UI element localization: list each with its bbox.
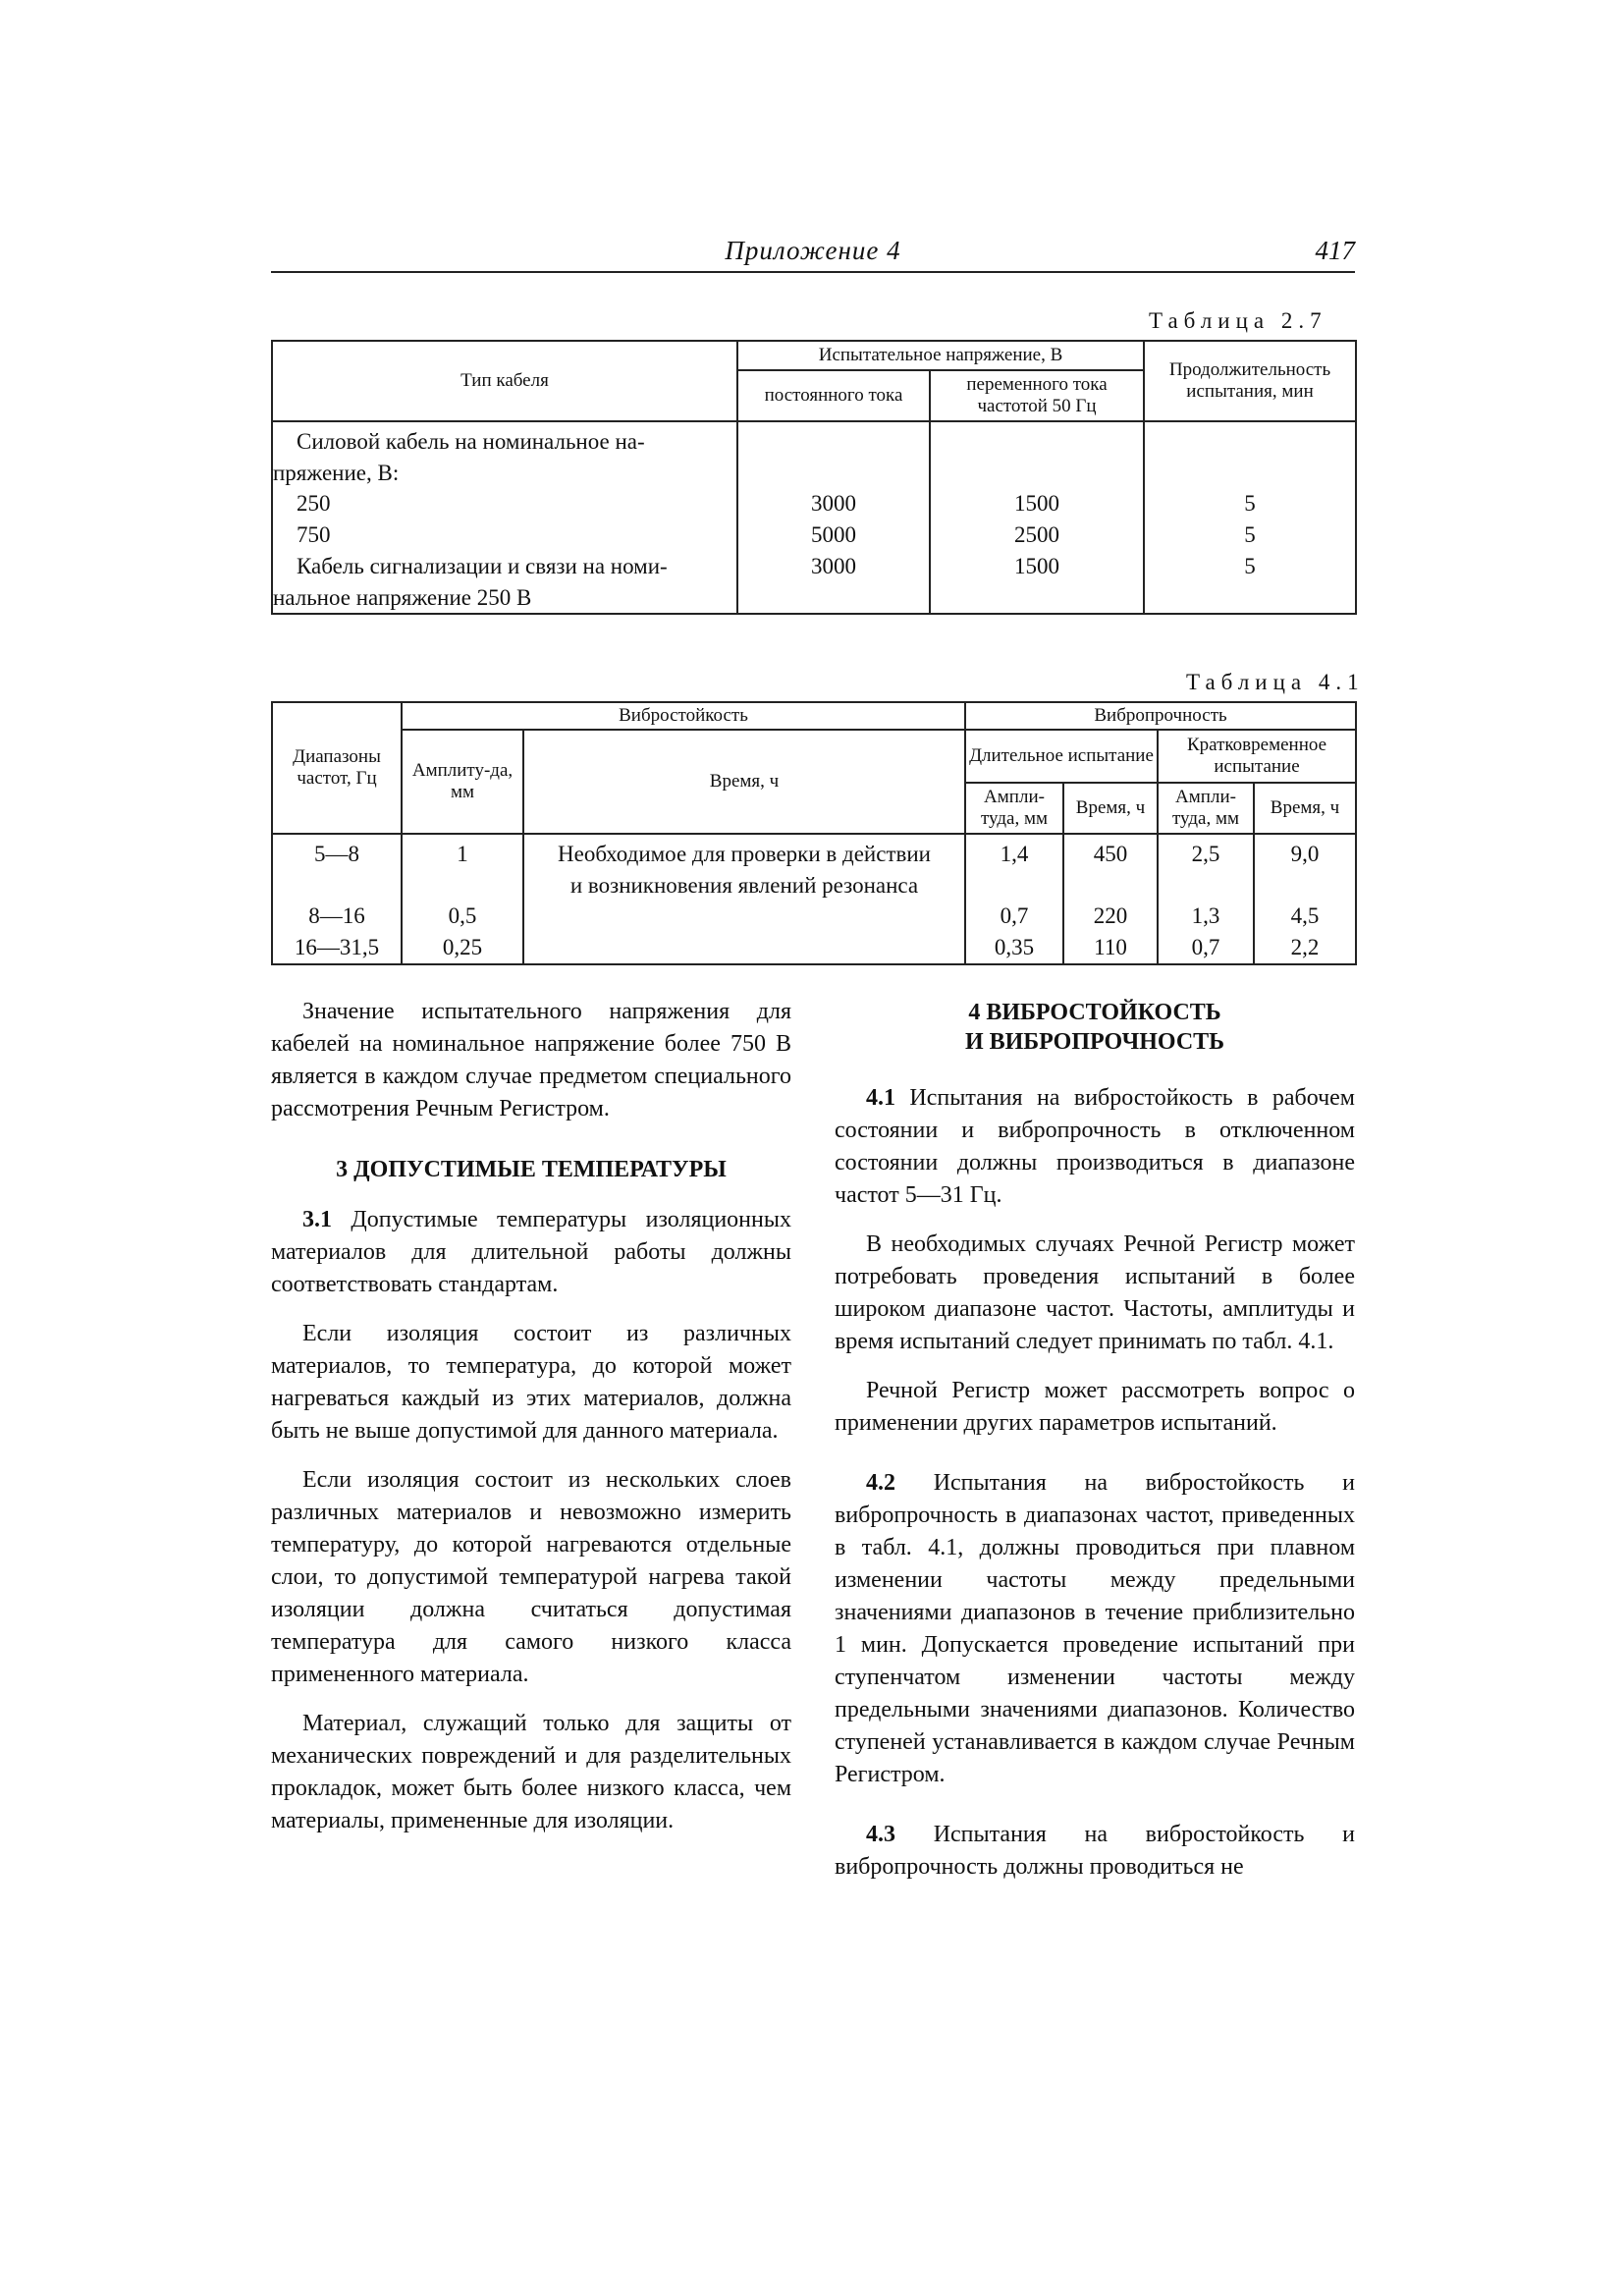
cell (1258, 870, 1352, 902)
cell (934, 426, 1140, 458)
table-4-1-time-col (523, 834, 965, 964)
th-short-time: Время, ч (1254, 783, 1356, 834)
cell: 9,0 (1290, 842, 1320, 866)
table-4-1-short-amp-col (1158, 834, 1254, 964)
th-duration: Продолжительность испытания, мин (1144, 341, 1356, 421)
table-2-7-dc-col (737, 421, 930, 614)
th-short-amplitude: Ампли-туда, мм (1158, 783, 1254, 834)
paragraph-4-1 (835, 1082, 1355, 1212)
th-cable-type: Тип кабеля (272, 341, 737, 421)
table-row: 750 (297, 522, 331, 548)
table-2-7-ac-col (930, 421, 1144, 614)
paragraph-text: Испытания на вибростойкость и вибропрочность в диапазонах частот, приведенных в табл. 4.1, должны проводиться при плавном изменении частоты между предельными значениями диапазонов в течение приблизительно 1 мин. Допускается проведение испытаний при ступенчатом изменении частоты между предельными значениями диапазонов. Количество ступеней устанавливается в каждом случае Речным Регистром. (835, 1470, 1355, 1787)
cell: 2,5 (1191, 842, 1220, 866)
clause-number: 3.1 (302, 1207, 332, 1232)
table-2-7-cable-col (272, 421, 737, 614)
cell (1148, 426, 1352, 458)
paragraph-4-3 (835, 1819, 1355, 1884)
cell: 1500 (1014, 553, 1059, 578)
cell (934, 458, 1140, 489)
table-4-1-short-time-col (1254, 834, 1356, 964)
paragraph-text: Испытания на вибростойкость в рабочем состоянии и вибропрочность в отключенном состоянии должны производиться в диапазоне частот 5—31 Гц. (835, 1085, 1355, 1208)
cell: 0,25 (442, 935, 483, 960)
cell: Необходимое для проверки в действии (558, 842, 931, 866)
cell: 3000 (811, 553, 856, 578)
cell: 16—31,5 (294, 935, 380, 960)
heading-line: И ВИБРОПРОЧНОСТЬ (964, 1029, 1225, 1055)
header-title: Приложение 4 (725, 236, 901, 265)
table-4-1-long-amp-col (965, 834, 1063, 964)
cell: 0,5 (448, 903, 477, 929)
cell: 8—16 (308, 903, 365, 929)
cell: 1500 (1014, 491, 1059, 517)
running-header (271, 236, 1355, 273)
cell: 2500 (1014, 522, 1059, 548)
page-number: 417 (1315, 236, 1355, 265)
cell (1067, 870, 1154, 902)
cell: и возникновения явлений резонанса (569, 872, 919, 898)
th-ac: переменного тока частотой 50 Гц (930, 370, 1144, 421)
paragraph-kabel-voltage: Значение испытательного напряжения для кабелей на номинальное напряжение более 750 В является в каждом случае предметом специального рассмотрения Речным Регистром. (271, 999, 791, 1121)
cell: 5 (1244, 491, 1256, 517)
cell: 5000 (811, 522, 856, 548)
cell: 110 (1094, 935, 1127, 960)
cell: 4,5 (1290, 903, 1320, 929)
clause-number: 4.2 (866, 1470, 895, 1496)
th-short-test: Кратковременное испытание (1158, 730, 1356, 783)
th-test-voltage: Испытательное напряжение, В (737, 341, 1144, 370)
cell: 1,4 (1000, 842, 1029, 866)
clause-number: 4.1 (866, 1085, 895, 1111)
section-3-heading: 3 ДОПУСТИМЫЕ ТЕМПЕРАТУРЫ (336, 1157, 727, 1182)
cell: 5 (1244, 553, 1256, 578)
table-row: пряжение, В: (273, 460, 400, 485)
paragraph-4-1-b: В необходимых случаях Речной Регистр может потребовать проведения испытаний в более широком диапазоне частот. Частоты, амплитуды и время испытаний следует принимать по табл. 4.1. (835, 1231, 1355, 1354)
paragraph-4-1-c: Речной Регистр может рассмотреть вопрос о применении других параметров испытаний. (835, 1378, 1355, 1436)
cell: 0,7 (1000, 903, 1029, 929)
th-vibration-strength: Вибропрочность (965, 702, 1356, 730)
paragraph-text: Допустимые температуры изоляционных материалов для длительной работы должны соответствовать стандартам. (271, 1207, 791, 1297)
cell (276, 870, 398, 902)
cell: 450 (1093, 842, 1128, 866)
cell (741, 426, 926, 458)
cell (1148, 458, 1352, 489)
cell: 1,3 (1191, 903, 1220, 929)
table-4-1-caption: Таблица 4.1 (1186, 670, 1365, 694)
paragraph-3-3: Если изоляция состоит из нескольких слоев различных материалов и невозможно измерить температуру, до которой нагреваются отдельные слои, то допустимой температурой нагрева такой изоляции должна считаться допустимая температура для самого низкого класса примененного материала. (271, 1467, 791, 1687)
cell (969, 870, 1059, 902)
paragraph-text: Испытания на вибростойкость и вибропрочность должны проводиться не (835, 1822, 1355, 1880)
th-time: Время, ч (523, 730, 965, 834)
th-amplitude: Амплиту-да, мм (402, 730, 523, 834)
th-dc: постоянного тока (737, 370, 930, 421)
table-2-7-duration-col (1144, 421, 1356, 614)
cell: 5 (1244, 522, 1256, 548)
paragraph-3-1 (271, 1204, 791, 1301)
table-4-1 (271, 701, 1357, 965)
cell (1162, 870, 1250, 902)
th-long-time: Время, ч (1063, 783, 1158, 834)
th-long-test: Длительное испытание (965, 730, 1158, 783)
cell: 2,2 (1290, 935, 1320, 960)
th-freq-range: Диапазоны частот, Гц (272, 702, 402, 834)
cell: 220 (1093, 903, 1128, 929)
left-text-column (271, 996, 791, 1854)
table-4-1-long-time-col (1063, 834, 1158, 964)
right-text-column (835, 998, 1355, 1900)
cell: 5—8 (314, 842, 359, 866)
table-2-7-caption: Таблица 2.7 (1149, 308, 1327, 333)
table-row: Кабель сигнализации и связи на номи- (297, 553, 668, 578)
th-long-amplitude: Ампли-туда, мм (965, 783, 1063, 834)
paragraph-4-2 (835, 1467, 1355, 1791)
table-row: 250 (297, 491, 331, 517)
section-4-heading (835, 998, 1355, 1057)
table-2-7 (271, 340, 1357, 615)
table-4-1-range-col (272, 834, 402, 964)
table-row: Силовой кабель на номинальное на- (297, 429, 645, 454)
cell: 3000 (811, 491, 856, 517)
table-row: нальное напряжение 250 В (273, 584, 532, 610)
cell: 1 (457, 842, 468, 866)
cell: 0,35 (994, 935, 1035, 960)
clause-number: 4.3 (866, 1822, 895, 1847)
cell (741, 458, 926, 489)
cell: 0,7 (1191, 935, 1220, 960)
cell (406, 870, 519, 902)
paragraph-3-4: Материал, служащий только для защиты от механических повреждений и для разделительных прокладок, может быть более низкого класса, чем материалы, примененные для изоляции. (271, 1711, 791, 1833)
paragraph-3-2: Если изоляция состоит из различных материалов, то температура, до которой может нагреваться каждый из этих материалов, должна быть не выше допустимой для данного материала. (271, 1321, 791, 1444)
table-4-1-amp-col (402, 834, 523, 964)
heading-line: 4 ВИБРОСТОЙКОСТЬ (968, 1000, 1221, 1025)
th-vibration-resistance: Вибростойкость (402, 702, 965, 730)
